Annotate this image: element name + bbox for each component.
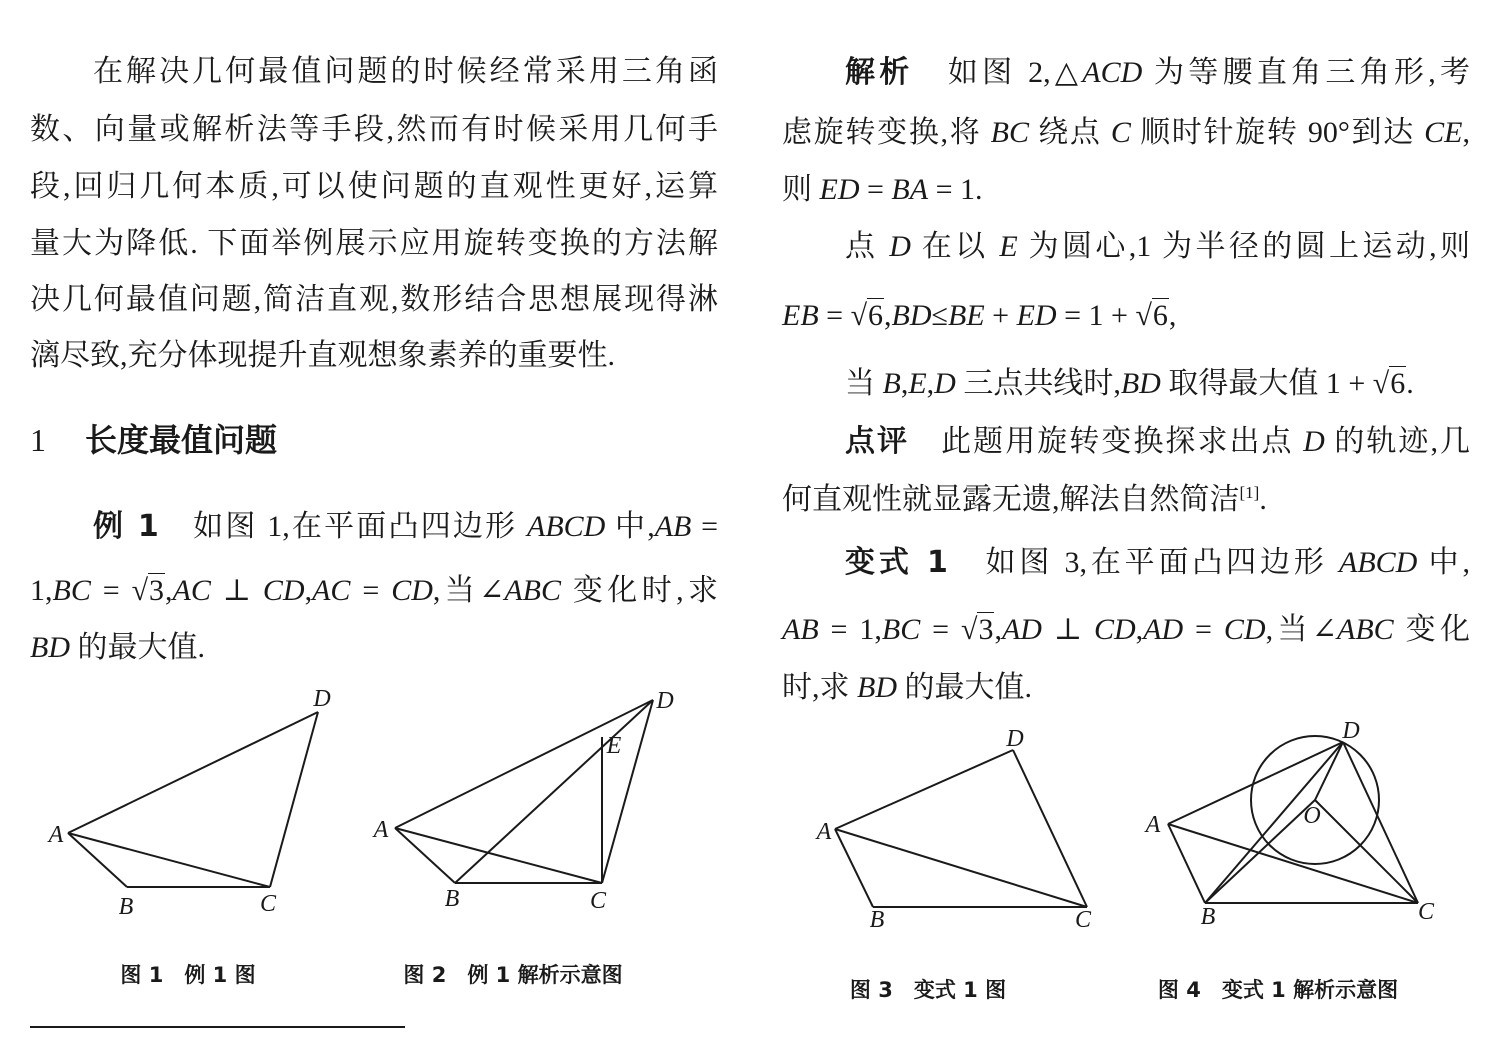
- figure-4: [1144, 718, 1435, 930]
- text-run: .: [1406, 367, 1414, 400]
- segment-AB: [1168, 824, 1205, 903]
- point-label: C: [589, 888, 607, 914]
- figure-2-caption: 图 2 例 1 解析示意图: [403, 963, 623, 987]
- math-variable: D: [889, 230, 911, 263]
- math-variable: BC: [52, 574, 91, 607]
- text-run: 变化时,求: [561, 574, 719, 607]
- text-run: ,当∠: [1265, 613, 1338, 646]
- text-run: 的轨迹,几: [1324, 425, 1471, 458]
- radicand: 3: [149, 574, 165, 607]
- footnote-rule: [30, 1026, 405, 1028]
- citation-superscript: [1]: [1239, 483, 1260, 502]
- text-run: ,: [1135, 613, 1144, 646]
- point-label: B: [444, 886, 460, 912]
- point-label: C: [1417, 899, 1435, 925]
- point-label: D: [1342, 718, 1360, 744]
- text-run: 漓尽致,充分体现提升直观想象素养的重要性.: [30, 339, 615, 372]
- segment-BO: [1205, 800, 1315, 903]
- math-variable: ABCD: [527, 510, 606, 543]
- math-variable: AC: [312, 574, 351, 607]
- figure-1: [47, 686, 331, 920]
- segment-AC: [835, 829, 1087, 907]
- radicand: 3: [978, 613, 994, 646]
- text-run: 数、向量或解析法等手段,然而有时候采用几何手: [30, 113, 718, 146]
- figure-4-caption: 图 4 变式 1 解析示意图: [1157, 978, 1399, 1002]
- text-run: 则: [782, 173, 820, 206]
- text-run: 顺时针旋转 90°到达: [1130, 116, 1425, 149]
- text-run: =: [818, 299, 851, 332]
- bold-label: 例 1: [93, 509, 159, 544]
- math-variable: ABC: [504, 574, 561, 607]
- text-run: ,: [926, 367, 935, 400]
- math-variable: BC: [881, 613, 921, 646]
- text-run: =: [920, 613, 961, 646]
- text-run: ,: [304, 574, 313, 607]
- radicand: 6: [1152, 299, 1168, 332]
- segment-AC: [1168, 824, 1418, 903]
- text-run: = 1 +: [1056, 299, 1136, 332]
- section-number: 1: [30, 422, 46, 458]
- text-run: 在以: [910, 230, 1000, 263]
- text-run: =: [859, 173, 892, 206]
- text-run: 为圆心,1 为半径的圆上运动,则: [1017, 230, 1470, 263]
- point-label: A: [1145, 812, 1161, 838]
- math-variable: B: [882, 367, 901, 400]
- point-label: D: [656, 688, 674, 714]
- math-variable: CD: [262, 574, 305, 607]
- text-run: =: [350, 574, 392, 607]
- bold-label: 变式 1: [845, 545, 948, 580]
- math-variable: E: [908, 367, 927, 400]
- text-run: 虑旋转变换,将: [782, 116, 991, 149]
- text-run: ,当∠: [432, 574, 505, 607]
- text-run: 当: [845, 367, 883, 400]
- text-run: 中,: [605, 510, 655, 543]
- segment-BA: [835, 829, 873, 907]
- point-label: B: [118, 894, 134, 920]
- math-variable: AB: [782, 613, 819, 646]
- text-run: = 1,: [818, 613, 882, 646]
- radicand: 6: [1390, 367, 1406, 400]
- segment-DC: [1013, 750, 1087, 907]
- text-run: ,: [884, 299, 892, 332]
- math-variable: ACD: [1082, 56, 1143, 89]
- math-variable: BA: [891, 173, 929, 206]
- point-label: C: [259, 891, 277, 917]
- figure-2: [372, 688, 674, 914]
- text-run: ⊥: [210, 574, 263, 607]
- text-run: ,: [994, 613, 1002, 646]
- point-label: B: [869, 907, 885, 933]
- text-run: 如图 3,在平面凸四边形: [947, 546, 1340, 579]
- text-run: 此题用旋转变换探求出点: [909, 425, 1304, 458]
- math-variable: AB: [654, 510, 692, 543]
- text-run: = 1.: [928, 173, 983, 206]
- math-variable: BD: [30, 631, 70, 664]
- math-variable: AD: [1001, 613, 1042, 646]
- math-variable: AC: [172, 574, 211, 607]
- text-run: =: [90, 574, 132, 607]
- text-run: 决几何最值问题,简洁直观,数形结合思想展现得淋: [30, 283, 718, 316]
- text-run: 何直观性就显露无遗,解法自然简洁: [782, 483, 1240, 516]
- text-run: 量大为降低. 下面举例展示应用旋转变换的方法解: [30, 227, 718, 260]
- section-title: 长度最值问题: [85, 421, 278, 459]
- point-label: A: [816, 819, 832, 845]
- segment-BD: [455, 700, 653, 883]
- math-variable: CD: [1223, 613, 1266, 646]
- text-run: 如图 2,△: [913, 56, 1083, 89]
- point-label: C: [1074, 907, 1092, 933]
- text-run: =: [1183, 613, 1224, 646]
- text-run: 1,: [30, 574, 53, 607]
- math-variable: BE: [948, 299, 985, 332]
- point-label: O: [1303, 803, 1321, 829]
- text-run: 取得最大值 1 +: [1160, 367, 1373, 400]
- math-variable: ED: [1016, 299, 1057, 332]
- radicand: 6: [868, 299, 884, 332]
- text-run: ≤: [931, 299, 949, 332]
- point-label: A: [373, 817, 389, 843]
- math-variable: AD: [1143, 613, 1184, 646]
- math-variable: BD: [857, 671, 897, 704]
- text-run: ⊥: [1041, 613, 1094, 646]
- text-run: 段,回归几何本质,可以使问题的直观性更好,运算: [30, 170, 718, 203]
- math-variable: CE: [1424, 116, 1463, 149]
- text-run: ,: [1462, 116, 1471, 149]
- text-run: 绕点: [1029, 116, 1111, 149]
- bold-label: 点评: [845, 424, 910, 459]
- text-run: ,: [900, 367, 909, 400]
- math-variable: CD: [391, 574, 433, 607]
- text-run: ,: [165, 574, 173, 607]
- text-run: 变化: [1393, 613, 1471, 646]
- figure-1-caption: 图 1 例 1 图: [120, 963, 256, 987]
- math-variable: ABC: [1337, 613, 1394, 646]
- point-label: A: [48, 822, 64, 848]
- text-run: 的最大值.: [70, 631, 205, 664]
- math-variable: CD: [1093, 613, 1136, 646]
- text-run: 三点共线时,: [955, 367, 1121, 400]
- text-run: .: [1259, 483, 1267, 516]
- text-run: 点: [845, 230, 890, 263]
- math-variable: C: [1110, 116, 1131, 149]
- text-run: 为等腰直角三角形,考: [1142, 56, 1470, 89]
- point-label: E: [606, 733, 622, 759]
- point-label: D: [1006, 726, 1024, 752]
- figure-3-caption: 图 3 变式 1 图: [849, 978, 1007, 1002]
- text-run: =: [691, 510, 719, 543]
- bold-label: 解析: [845, 55, 914, 90]
- point-label: B: [1200, 904, 1216, 930]
- text-run: 如图 1,在平面凸四边形: [158, 510, 527, 543]
- segment-DC: [270, 712, 318, 887]
- text-run: +: [984, 299, 1017, 332]
- math-variable: ED: [819, 173, 860, 206]
- segment-AD: [395, 700, 653, 828]
- text-run: 时,求: [782, 671, 857, 704]
- segment-DC: [1343, 742, 1418, 903]
- segment-AD: [68, 712, 318, 833]
- math-variable: D: [934, 367, 956, 400]
- figure-3: [815, 726, 1092, 933]
- math-variable: ABCD: [1339, 546, 1418, 579]
- text-run: 中,: [1417, 546, 1471, 579]
- segment-AD: [835, 750, 1013, 829]
- text-run: 在解决几何最值问题的时候经常采用三角函: [93, 55, 718, 88]
- math-variable: BD: [891, 299, 932, 332]
- point-label: D: [313, 686, 331, 712]
- segment-DC: [602, 700, 653, 883]
- math-variable: BC: [990, 116, 1030, 149]
- math-variable: D: [1303, 425, 1325, 458]
- math-variable: E: [999, 230, 1018, 263]
- math-variable: BD: [1120, 367, 1161, 400]
- segment-BD: [1205, 742, 1343, 903]
- text-run: 的最大值.: [897, 671, 1032, 704]
- text-run: ,: [1168, 299, 1177, 332]
- math-variable: EB: [782, 299, 819, 332]
